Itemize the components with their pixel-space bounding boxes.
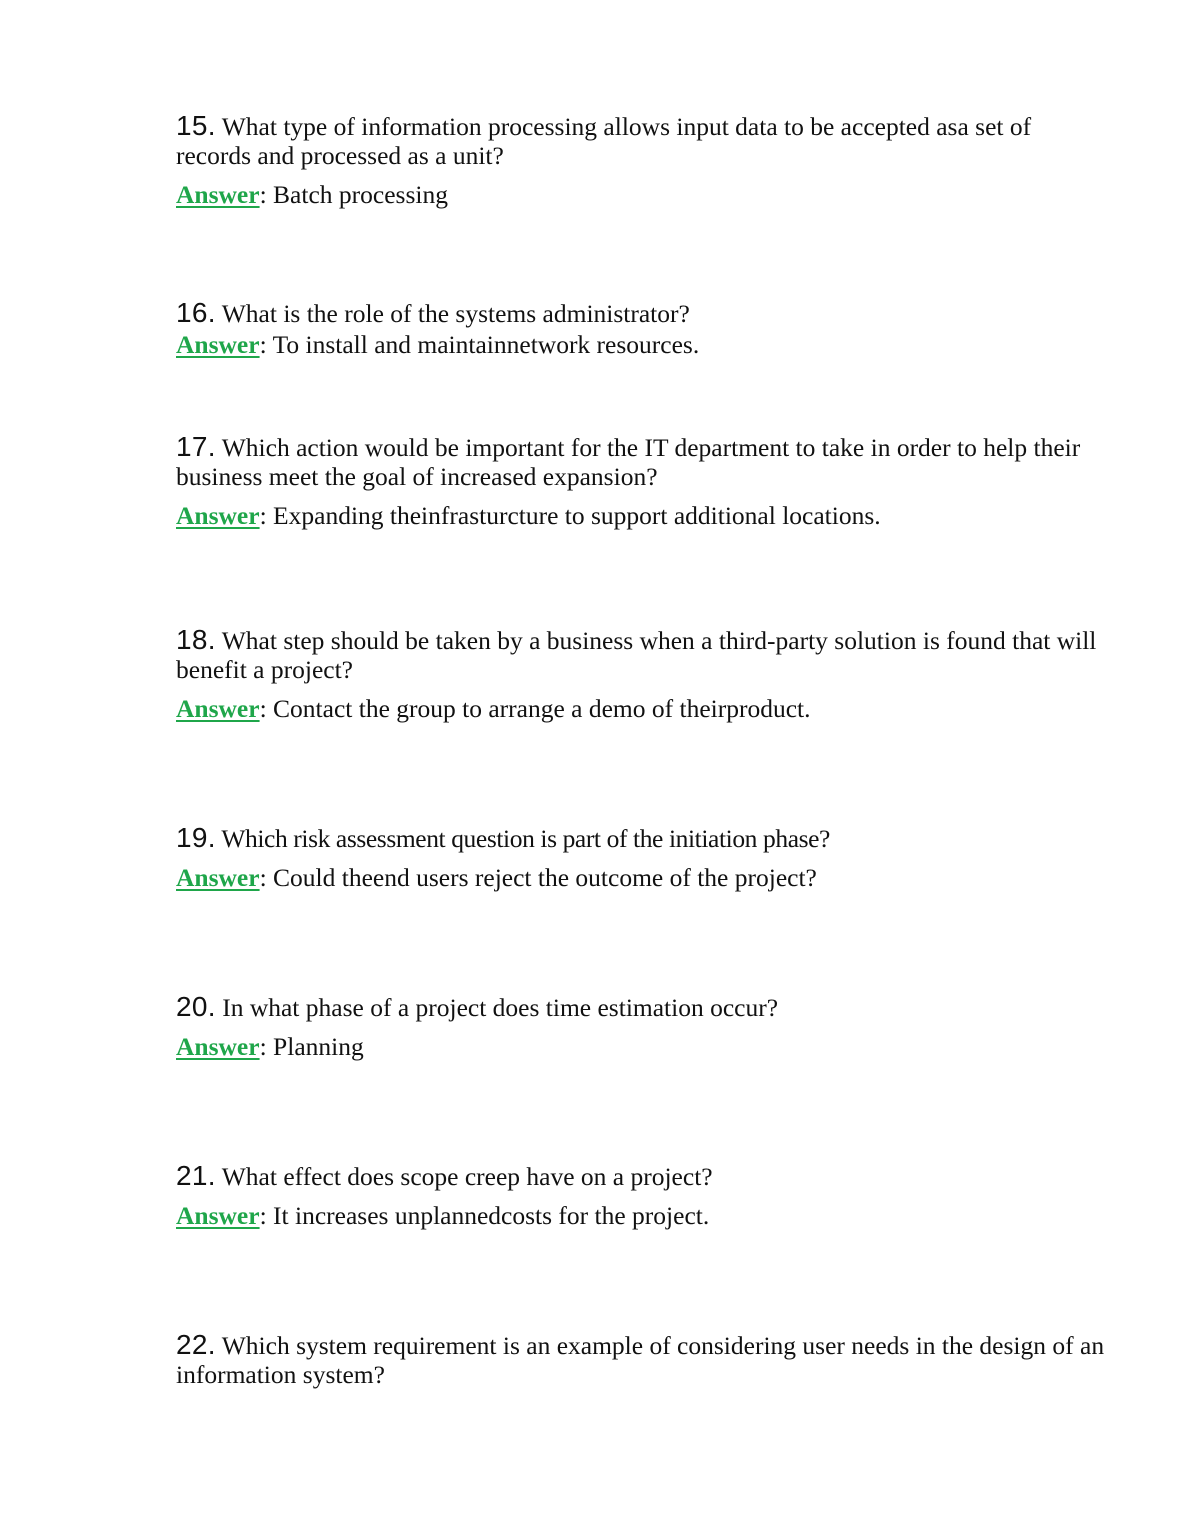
- answer-line: [176, 1032, 1106, 1061]
- question-number: 20.: [176, 991, 216, 1022]
- answer-separator: :: [259, 1201, 274, 1230]
- question-item-16: [176, 298, 1106, 359]
- question-number: 16.: [176, 297, 216, 328]
- answer-separator: :: [259, 501, 274, 530]
- question-body: Which system requirement is an example of considering user needs in the design of an information system?: [176, 1331, 1105, 1389]
- answer-label: Answer: [176, 180, 260, 209]
- question-number: 18.: [176, 624, 216, 655]
- question-item-18: [176, 625, 1106, 723]
- answer-line: [176, 501, 1106, 530]
- question-text: [176, 625, 1106, 684]
- answer-line: [176, 694, 1106, 723]
- answer-line: [176, 1201, 1106, 1230]
- answer-label: Answer: [176, 501, 260, 530]
- question-body: In what phase of a project does time estimation occur?: [215, 993, 779, 1022]
- question-body: Which action would be important for the IT department to take in order to help their business meet the goal of increased expansion?: [176, 433, 1081, 491]
- question-body: What step should be taken by a business when a third-party solution is found that will benefit a project?: [176, 626, 1097, 684]
- answer-separator: :: [259, 1032, 274, 1061]
- answer-text: Planning: [273, 1032, 364, 1061]
- question-text: [176, 1161, 1106, 1191]
- answer-text: Could theend users reject the outcome of the project?: [273, 863, 817, 892]
- question-number: 22.: [176, 1329, 216, 1360]
- question-text: [176, 1330, 1106, 1389]
- answer-separator: :: [259, 180, 274, 209]
- answer-line: [176, 330, 1106, 359]
- question-item-22: [176, 1330, 1106, 1389]
- question-text: [176, 992, 1106, 1022]
- question-item-21: [176, 1161, 1106, 1230]
- answer-label: Answer: [176, 1201, 260, 1230]
- answer-separator: :: [259, 863, 274, 892]
- question-text: [176, 298, 1106, 328]
- question-body: What effect does scope creep have on a project?: [215, 1162, 713, 1191]
- question-text: [176, 823, 1106, 853]
- question-item-19: [176, 823, 1106, 892]
- answer-text: It increases unplannedcosts for the project.: [273, 1201, 710, 1230]
- answer-label: Answer: [176, 863, 260, 892]
- question-item-20: [176, 992, 1106, 1061]
- answer-label: Answer: [176, 1032, 260, 1061]
- question-text: [176, 432, 1106, 491]
- answer-text: Expanding theinfrasturcture to support additional locations.: [273, 501, 881, 530]
- question-item-17: [176, 432, 1106, 530]
- question-number: 19.: [176, 822, 216, 853]
- question-body: Which risk assessment question is part of the initiation phase?: [215, 824, 830, 853]
- question-number: 15.: [176, 110, 216, 141]
- question-text: [176, 111, 1106, 170]
- question-item-15: [176, 111, 1106, 209]
- question-body: What is the role of the systems administrator?: [215, 299, 690, 328]
- answer-text: To install and maintainnetwork resources.: [272, 330, 700, 359]
- answer-separator: :: [259, 694, 274, 723]
- question-number: 21.: [176, 1160, 216, 1191]
- question-body: What type of information processing allows input data to be accepted asa set of records and processed as a unit?: [176, 112, 1032, 170]
- answer-text: Contact the group to arrange a demo of theirproduct.: [273, 694, 811, 723]
- answer-line: [176, 180, 1106, 209]
- answer-separator: :: [259, 330, 273, 359]
- question-number: 17.: [176, 431, 216, 462]
- answer-label: Answer: [176, 330, 260, 359]
- answer-line: [176, 863, 1106, 892]
- answer-label: Answer: [176, 694, 260, 723]
- answer-text: Batch processing: [273, 180, 448, 209]
